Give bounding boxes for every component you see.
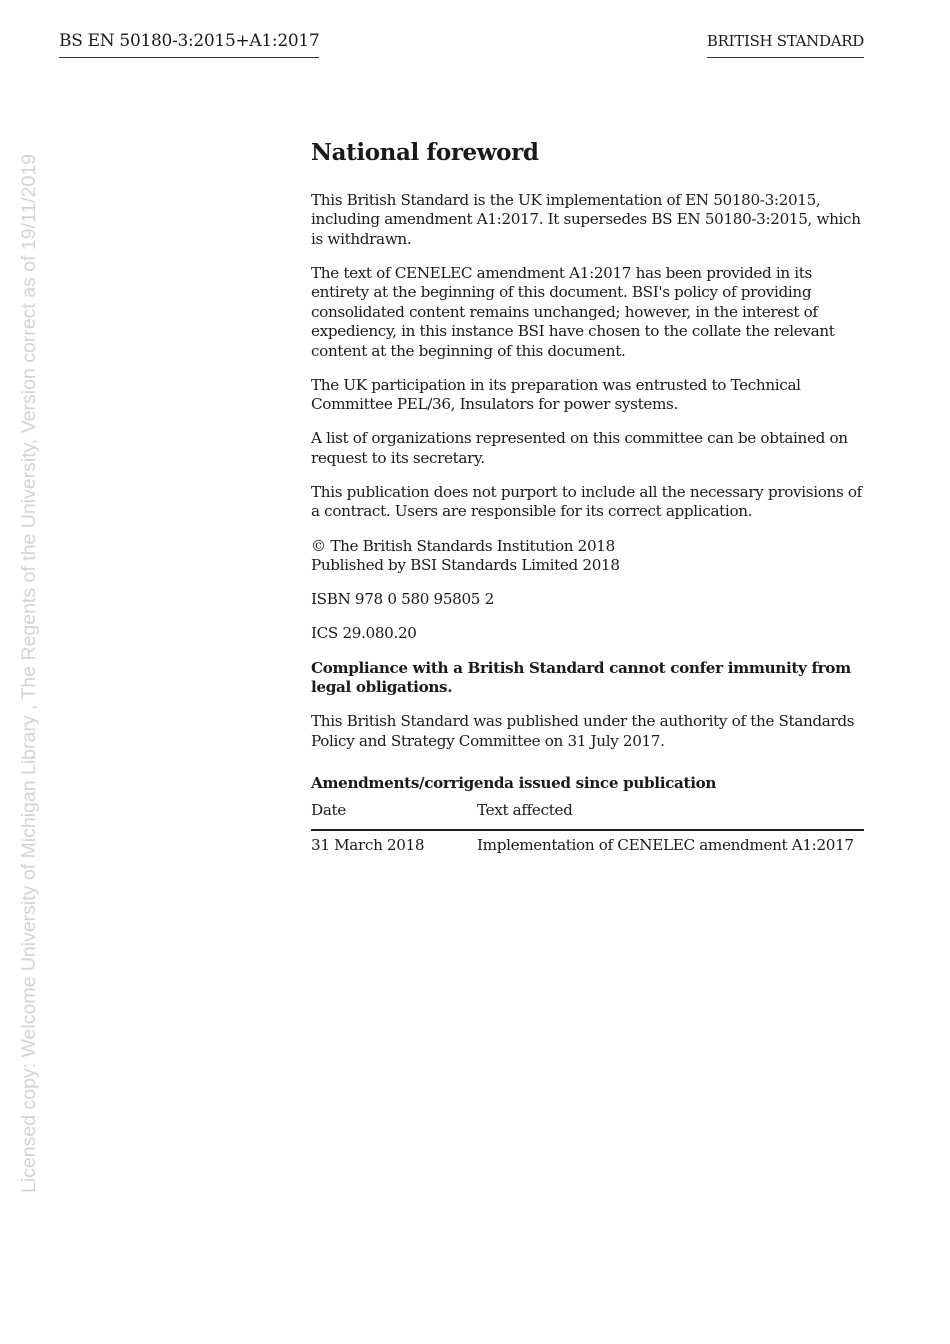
amendment-text-affected: Implementation of CENELEC amendment A1:2017 [477, 835, 854, 854]
amendment-date: 31 March 2018 [311, 835, 425, 854]
column-header-text-affected: Text affected [477, 801, 864, 830]
license-watermark: Licensed copy: Welcome University of Michigan Library , The Regents of the University, Version correct as of 19/11/2019 [18, 153, 40, 1193]
isbn: ISBN 978 0 580 95805 2 [311, 590, 494, 609]
copyright-block [311, 537, 866, 576]
table-header-row [311, 801, 864, 830]
authority-statement: This British Standard was published under the authority of the Standards Policy and Strategy Committee on 31 July 2017. [311, 712, 855, 750]
amendments-table [311, 801, 864, 856]
document-type-header: BRITISH STANDARD [707, 31, 864, 58]
paragraph-implementation: This British Standard is the UK implementation of EN 50180-3:2015, including amendment A1:2017. It supersedes BS EN 50180-3:2015, which is withdrawn. [311, 191, 861, 248]
paragraph-organizations: A list of organizations represented on this committee can be obtained on request to its secretary. [311, 429, 848, 467]
page-title: National foreword [311, 139, 539, 166]
national-foreword-section [311, 138, 866, 855]
copyright-line: © The British Standards Institution 2018 [311, 536, 615, 555]
paragraph-committee: The UK participation in its preparation was entrusted to Technical Committee PEL/36, Insulators for power systems. [311, 375, 801, 414]
compliance-notice: Compliance with a British Standard cannot confer immunity from legal obligations. [311, 658, 851, 697]
ics-code: ICS 29.080.20 [311, 624, 417, 643]
paragraph-cenelec-amendment: The text of CENELEC amendment A1:2017 has been provided in its entirety at the beginning of this document. BSI's policy of providing consolidated content remains unchanged; however, in the interest of expediency, in this instance BSI have chosen to the collate the relevant content at the beginning of this document. [311, 264, 835, 360]
amendments-heading: Amendments/corrigenda issued since publication [311, 774, 717, 793]
column-header-date: Date [311, 801, 477, 830]
publisher-line: Published by BSI Standards Limited 2018 [311, 556, 620, 575]
document-id-header: BS EN 50180-3:2015+A1:2017 [59, 30, 319, 58]
table-row [311, 830, 864, 855]
paragraph-disclaimer: This publication does not purport to include all the necessary provisions of a contract. Users are responsible for its correct application. [311, 483, 862, 521]
